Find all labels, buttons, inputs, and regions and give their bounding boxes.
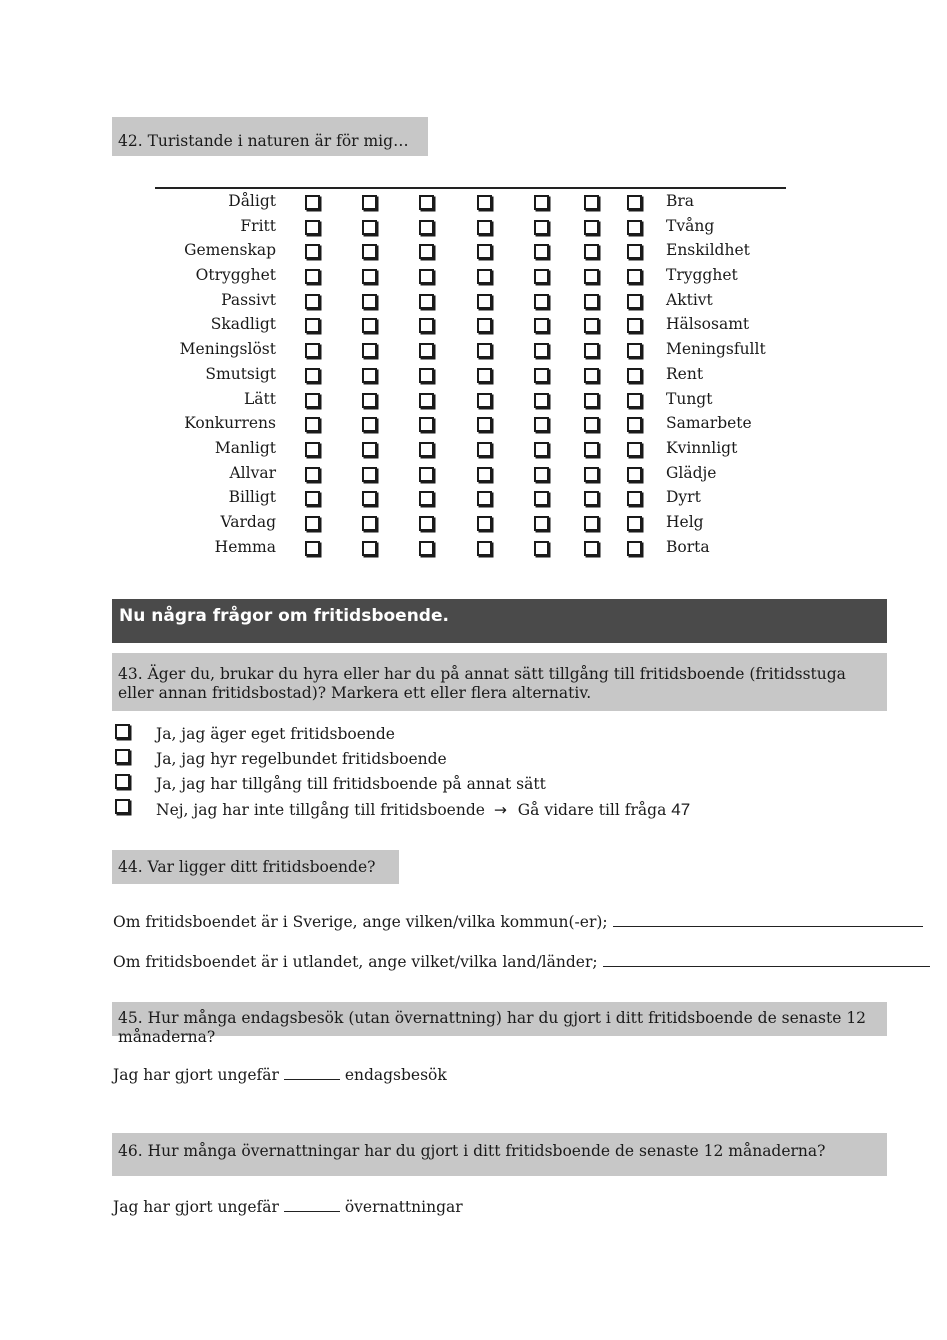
scale-checkbox[interactable] [305, 244, 320, 259]
question-42-header [112, 117, 428, 156]
scale-checkbox[interactable] [627, 220, 642, 235]
sweden-municipality-field[interactable] [613, 926, 923, 927]
scale-checkbox[interactable] [305, 467, 320, 482]
arrow-right-icon: → [493, 801, 507, 819]
option-no-access [113, 797, 813, 822]
scale-checkbox[interactable] [584, 368, 599, 383]
option-own-checkbox[interactable] [115, 724, 130, 739]
scale-checkbox[interactable] [584, 343, 599, 358]
scale-checkbox[interactable] [534, 220, 549, 235]
scale-checkbox[interactable] [362, 220, 377, 235]
scale-checkbox[interactable] [419, 516, 434, 531]
scale-checkbox[interactable] [627, 442, 642, 457]
scale-row [150, 241, 790, 266]
scale-right-label: Samarbete [666, 414, 752, 433]
scale-checkbox[interactable] [362, 195, 377, 210]
scale-checkbox[interactable] [627, 417, 642, 432]
scale-right-label: Borta [666, 537, 710, 556]
scale-checkbox[interactable] [362, 244, 377, 259]
scale-left-label: Billigt [228, 488, 276, 507]
scale-checkbox[interactable] [477, 491, 492, 506]
scale-checkbox[interactable] [584, 269, 599, 284]
scale-checkbox[interactable] [584, 244, 599, 259]
scale-checkbox[interactable] [584, 294, 599, 309]
scale-left-label: Konkurrens [184, 414, 276, 433]
question-45-title: 45. Hur många endagsbesök (utan övernattning) har du gjort i ditt fritidsboende de senaste 12 månaderna? [118, 1009, 867, 1046]
semantic-differential-scale [150, 192, 790, 562]
scale-checkbox[interactable] [477, 541, 492, 556]
scale-checkbox[interactable] [419, 541, 434, 556]
q45-answer-row [113, 1066, 447, 1084]
scale-checkbox[interactable] [305, 541, 320, 556]
scale-checkbox[interactable] [305, 393, 320, 408]
scale-checkbox[interactable] [362, 294, 377, 309]
skip-question-number: 47 [671, 800, 691, 819]
q45-prefix: Jag har gjort ungefär [113, 1066, 279, 1084]
scale-checkbox[interactable] [534, 318, 549, 333]
scale-checkbox[interactable] [362, 417, 377, 432]
scale-checkbox[interactable] [477, 244, 492, 259]
scale-checkbox[interactable] [477, 417, 492, 432]
section-banner [112, 599, 887, 643]
scale-left-label: Smutsigt [205, 364, 276, 383]
scale-checkbox[interactable] [362, 541, 377, 556]
scale-checkbox[interactable] [362, 343, 377, 358]
scale-checkbox[interactable] [584, 220, 599, 235]
scale-checkbox[interactable] [477, 269, 492, 284]
scale-checkbox[interactable] [534, 491, 549, 506]
scale-checkbox[interactable] [419, 491, 434, 506]
scale-checkbox[interactable] [534, 393, 549, 408]
scale-left-label: Gemenskap [184, 241, 276, 260]
scale-checkbox[interactable] [534, 541, 549, 556]
scale-checkbox[interactable] [584, 318, 599, 333]
question-44-header [112, 850, 399, 884]
scale-checkbox[interactable] [584, 491, 599, 506]
abroad-country-field[interactable] [603, 966, 930, 967]
scale-checkbox[interactable] [627, 393, 642, 408]
scale-checkbox[interactable] [627, 269, 642, 284]
scale-checkbox[interactable] [627, 195, 642, 210]
scale-top-rule [155, 187, 786, 189]
scale-checkbox[interactable] [305, 368, 320, 383]
scale-checkbox[interactable] [534, 244, 549, 259]
scale-checkbox[interactable] [362, 442, 377, 457]
scale-checkbox[interactable] [477, 294, 492, 309]
scale-checkbox[interactable] [419, 269, 434, 284]
option-no-access-label: Nej, jag har inte tillgång till fritidsboende [156, 801, 485, 819]
scale-right-label: Glädje [666, 463, 717, 482]
option-own-label: Ja, jag äger eget fritidsboende [156, 725, 395, 743]
scale-checkbox[interactable] [419, 417, 434, 432]
scale-checkbox[interactable] [627, 368, 642, 383]
option-no-access-row [156, 800, 690, 820]
scale-row [150, 538, 790, 563]
option-other-access-label: Ja, jag har tillgång till fritidsboende på annat sätt [156, 775, 546, 793]
scale-checkbox[interactable] [584, 417, 599, 432]
scale-right-label: Tungt [666, 389, 713, 408]
skip-instruction: Gå vidare till fråga [517, 801, 667, 819]
scale-checkbox[interactable] [534, 294, 549, 309]
abroad-row [113, 953, 930, 971]
scale-right-label: Dyrt [666, 488, 701, 507]
question-46-title: 46. Hur många övernattningar har du gjort i ditt fritidsboende de senaste 12 månaderna? [118, 1142, 826, 1160]
scale-checkbox[interactable] [584, 467, 599, 482]
scale-row [150, 217, 790, 242]
scale-checkbox[interactable] [305, 269, 320, 284]
scale-checkbox[interactable] [419, 467, 434, 482]
scale-checkbox[interactable] [477, 442, 492, 457]
scale-left-label: Vardag [220, 512, 276, 531]
scale-checkbox[interactable] [419, 393, 434, 408]
scale-row [150, 390, 790, 415]
scale-checkbox[interactable] [534, 442, 549, 457]
scale-row [150, 513, 790, 538]
q45-suffix: endagsbesök [344, 1066, 447, 1084]
scale-checkbox[interactable] [584, 541, 599, 556]
scale-row [150, 266, 790, 291]
scale-left-label: Manligt [214, 438, 276, 457]
scale-left-label: Hemma [214, 537, 276, 556]
scale-checkbox[interactable] [534, 195, 549, 210]
option-rent-checkbox[interactable] [115, 749, 130, 764]
scale-checkbox[interactable] [362, 467, 377, 482]
scale-checkbox[interactable] [477, 467, 492, 482]
question-43-header [112, 653, 887, 711]
scale-left-label: Dåligt [228, 192, 276, 210]
scale-checkbox[interactable] [534, 368, 549, 383]
option-other-access-checkbox[interactable] [115, 774, 130, 789]
scale-checkbox[interactable] [305, 195, 320, 210]
scale-checkbox[interactable] [627, 467, 642, 482]
scale-right-label: Helg [666, 512, 704, 531]
scale-checkbox[interactable] [477, 368, 492, 383]
scale-checkbox[interactable] [584, 393, 599, 408]
scale-checkbox[interactable] [419, 195, 434, 210]
scale-checkbox[interactable] [419, 368, 434, 383]
scale-checkbox[interactable] [627, 343, 642, 358]
scale-checkbox[interactable] [534, 516, 549, 531]
scale-left-label: Skadligt [210, 315, 276, 334]
scale-right-label: Enskildhet [666, 241, 750, 260]
scale-checkbox[interactable] [534, 467, 549, 482]
scale-row [150, 414, 790, 439]
scale-checkbox[interactable] [627, 516, 642, 531]
scale-row [150, 340, 790, 365]
scale-right-label: Bra [666, 192, 695, 210]
scale-checkbox[interactable] [477, 220, 492, 235]
scale-right-label: Tvång [666, 216, 715, 235]
scale-checkbox[interactable] [627, 541, 642, 556]
scale-left-label: Fritt [240, 216, 276, 235]
section-title: Nu några frågor om fritidsboende. [119, 606, 449, 626]
scale-left-label: Lätt [244, 389, 276, 408]
scale-checkbox[interactable] [305, 417, 320, 432]
question-44-title: 44. Var ligger ditt fritidsboende? [118, 858, 376, 876]
scale-checkbox[interactable] [305, 220, 320, 235]
scale-checkbox[interactable] [534, 417, 549, 432]
scale-row [150, 365, 790, 390]
scale-checkbox[interactable] [419, 318, 434, 333]
scale-checkbox[interactable] [419, 343, 434, 358]
scale-checkbox[interactable] [305, 343, 320, 358]
scale-checkbox[interactable] [305, 318, 320, 333]
option-rent-label: Ja, jag hyr regelbundet fritidsboende [156, 750, 447, 768]
question-43-title: 43. Äger du, brukar du hyra eller har du på annat sätt tillgång till fritidsboende (fritidsstuga eller annan fritidsbostad)? [118, 665, 846, 702]
scale-checkbox[interactable] [362, 491, 377, 506]
abroad-label: Om fritidsboendet är i utlandet, ange vilket/vilka land/länder; [113, 953, 598, 971]
scale-left-label: Allvar [229, 463, 276, 482]
scale-checkbox[interactable] [477, 318, 492, 333]
scale-right-label: Meningsfullt [666, 340, 766, 359]
scale-right-label: Kvinnligt [666, 438, 738, 457]
sweden-label: Om fritidsboendet är i Sverige, ange vilken/vilka kommun(-er); [113, 913, 608, 931]
scale-row [150, 464, 790, 489]
q46-prefix: Jag har gjort ungefär [113, 1198, 279, 1216]
day-visits-field[interactable] [284, 1079, 340, 1080]
option-no-access-checkbox[interactable] [115, 799, 130, 814]
q46-answer-row [113, 1198, 463, 1216]
question-42-title: 42. Turistande i naturen är för mig… [118, 132, 409, 150]
scale-checkbox[interactable] [419, 442, 434, 457]
question-43-options [113, 722, 813, 822]
scale-row [150, 439, 790, 464]
scale-checkbox[interactable] [305, 442, 320, 457]
question-45-header [112, 1002, 887, 1046]
scale-row [150, 315, 790, 340]
option-rent [113, 747, 813, 772]
scale-checkbox[interactable] [419, 220, 434, 235]
scale-checkbox[interactable] [305, 294, 320, 309]
scale-checkbox[interactable] [584, 195, 599, 210]
sweden-row [113, 913, 923, 931]
scale-checkbox[interactable] [627, 294, 642, 309]
scale-checkbox[interactable] [584, 442, 599, 457]
scale-checkbox[interactable] [419, 244, 434, 259]
scale-checkbox[interactable] [305, 491, 320, 506]
scale-checkbox[interactable] [534, 269, 549, 284]
scale-checkbox[interactable] [419, 294, 434, 309]
scale-left-label: Meningslöst [179, 340, 276, 359]
scale-row [150, 192, 790, 217]
scale-checkbox[interactable] [477, 516, 492, 531]
scale-checkbox[interactable] [477, 343, 492, 358]
scale-checkbox[interactable] [362, 393, 377, 408]
scale-checkbox[interactable] [362, 318, 377, 333]
overnight-stays-field[interactable] [284, 1211, 340, 1212]
scale-checkbox[interactable] [534, 343, 549, 358]
scale-right-label: Aktivt [666, 290, 713, 309]
question-46-header [112, 1133, 887, 1176]
scale-checkbox[interactable] [584, 516, 599, 531]
q46-suffix: övernattningar [344, 1198, 463, 1216]
scale-row [150, 488, 790, 513]
question-43-instruction: Markera ett eller flera alternativ. [331, 684, 592, 702]
scale-checkbox[interactable] [627, 244, 642, 259]
scale-checkbox[interactable] [305, 516, 320, 531]
scale-right-label: Hälsosamt [666, 315, 750, 334]
scale-right-label: Rent [666, 364, 704, 383]
scale-checkbox[interactable] [477, 393, 492, 408]
option-other-access [113, 772, 813, 797]
scale-checkbox[interactable] [627, 318, 642, 333]
scale-checkbox[interactable] [362, 269, 377, 284]
scale-left-label: Otrygghet [195, 266, 276, 285]
scale-checkbox[interactable] [477, 195, 492, 210]
scale-right-label: Trygghet [666, 266, 738, 285]
scale-checkbox[interactable] [362, 516, 377, 531]
scale-left-label: Passivt [221, 290, 276, 309]
scale-checkbox[interactable] [627, 491, 642, 506]
scale-checkbox[interactable] [362, 368, 377, 383]
option-own [113, 722, 813, 747]
scale-row [150, 291, 790, 316]
